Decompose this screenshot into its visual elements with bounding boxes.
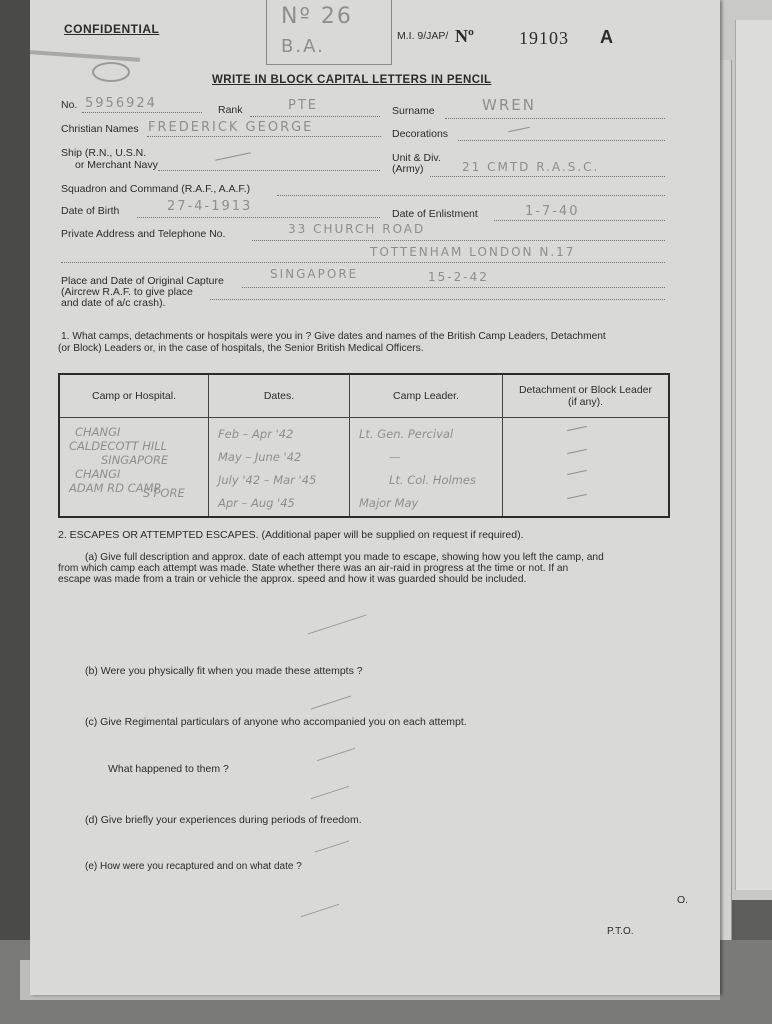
camp-entry: S'PORE [143,486,185,500]
q2b: (b) Were you physically fit when you made these attempts ? [85,665,363,677]
surname-value: WREN [482,96,536,114]
christian-names-label: Christian Names [61,123,139,135]
dob-value: 27-4-1913 [167,199,253,214]
q2c2-strike [311,786,349,799]
col-header-camp: Camp or Hospital. [59,374,209,418]
rank-value: PTE [288,98,318,113]
q1-line1: 1. What camps, detachments or hospitals were you in ? Give dates and names of the British Camp Leaders, Detachment [61,331,606,342]
capture-place: SINGAPORE [270,267,359,281]
enlistment-label: Date of Enlistment [392,208,478,220]
pto-label: P.T.O. [607,926,634,937]
binding-twine [30,50,140,62]
stamp-box [266,0,392,65]
q2c-what-happened: What happened to them ? [108,763,229,775]
reference-code: M.I. 9/JAP/ [397,30,449,42]
ship-label-2: or Merchant Navy [75,159,158,171]
instruction-title: WRITE IN BLOCK CAPITAL LETTERS IN PENCIL [212,74,492,86]
capture-date: 15-2-42 [428,270,489,284]
camp-entry: CHANGI [75,467,121,481]
unit-label-2: (Army) [392,163,424,175]
service-no-label: No. [61,99,78,111]
col-header-detachment: Detachment or Block Leader (if any). [503,374,670,418]
dob-label: Date of Birth [61,205,120,217]
decorations-label: Decorations [392,128,449,140]
leader-entry: Major May [359,496,419,510]
q2c-strike [317,748,355,761]
q2a-line3: escape was made from a train or vehicle the approx. speed and how it was guarded should be included. [58,574,527,585]
form-page [30,0,720,995]
q2d: (d) Give briefly your experiences during periods of freedom. [85,814,362,826]
q2b-strike [311,696,351,710]
date-entry: Apr – Aug '45 [218,496,295,510]
camp-cell [59,418,209,518]
capture-label-3: and date of a/c crash). [61,297,166,309]
q2e: (e) How were you recaptured and on what date ? [85,861,302,872]
decorations-dash [508,127,530,133]
leader-entry: Lt. Gen. Percival [359,427,454,441]
ship-dash [215,152,250,160]
q2-title: 2. ESCAPES OR ATTEMPTED ESCAPES. (Additional paper will be supplied on request if required). [58,529,524,541]
leader-entry: Lt. Col. Holmes [389,473,476,487]
corner-mark: O. [677,894,689,906]
enlistment-value: 1-7-40 [525,204,580,219]
surname-label: Surname [392,105,435,117]
q2a-line2: from which camp each attempt was made. State whether there was an air-raid in progress at the time or not. If an [58,563,569,574]
camp-entry: CHANGI [75,425,121,439]
q1-line2: (or Block) Leaders or, in the case of hospitals, the Senior British Medical Officers. [58,343,424,354]
unit-label-1: Unit & Div. [392,152,441,164]
q2e-strike [301,904,339,917]
camp-entry: SINGAPORE [101,453,169,467]
confidential-label: CONFIDENTIAL [64,22,160,36]
detachment-cell [503,418,670,518]
address-label: Private Address and Telephone No. [61,228,226,240]
leader-entry: — [389,450,401,464]
col-header-leader: Camp Leader. [350,374,503,418]
date-entry: July '42 – Mar '45 [218,473,317,487]
form-number: 19103 [519,28,569,48]
dates-cell [209,418,350,518]
date-entry: Feb – Apr '42 [218,427,294,441]
q2c: (c) Give Regimental particulars of anyone who accompanied you on each attempt. [85,716,467,728]
squadron-label: Squadron and Command (R.A.F., A.A.F.) [61,183,251,195]
christian-names-value: FREDERICK GEORGE [148,120,314,135]
stamp-ba: B.A. [281,36,325,57]
col-header-dates: Dates. [209,374,350,418]
form-letter: A [600,27,613,47]
background-left-edge [0,0,30,1024]
capture-label-1: Place and Date of Original Capture [61,275,224,287]
camps-table [58,373,670,518]
leader-cell [350,418,503,518]
rank-label: Rank [218,104,243,116]
camp-entry: CALDECOTT HILL [69,439,168,453]
stamp-number: Nº 26 [281,4,353,29]
unit-value: 21 CMTD R.A.S.C. [462,160,600,174]
address-line2: TOTTENHAM LONDON N.17 [370,245,576,259]
q2d-strike [315,840,350,852]
service-no-value: 5956924 [85,96,157,111]
address-line1: 33 CHURCH ROAD [288,222,426,236]
twine-knot [92,62,130,82]
camp-entry: ADAM RD CAMP [69,481,161,495]
form-number-label: Nº [455,26,474,46]
q2a-line1: (a) Give full description and approx. date of each attempt you made to escape, showing how you left the camp, and [85,552,604,563]
ship-label-1: Ship (R.N., U.S.N. [61,147,147,159]
date-entry: May – June '42 [218,450,302,464]
capture-label-2: (Aircrew R.A.F. to give place [61,286,193,298]
q2a-strike [307,614,366,634]
paper-stack-right-back [735,20,772,890]
